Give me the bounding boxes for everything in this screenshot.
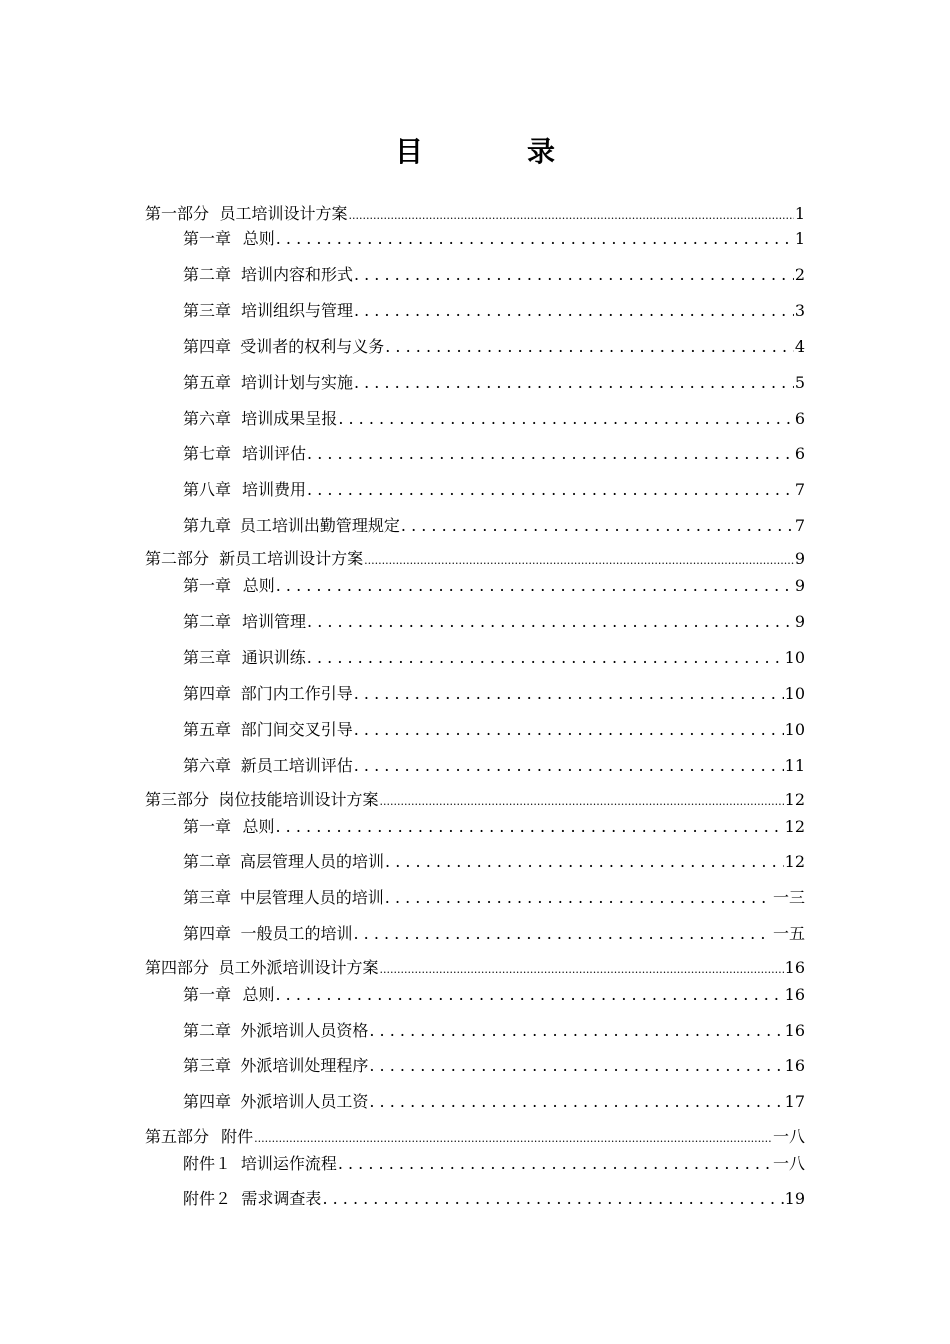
toc-entry-title: 受训者的权利与义务 <box>240 337 385 356</box>
toc-page-number: 16 <box>784 1056 805 1075</box>
toc-page-number: 一五 <box>772 924 805 943</box>
toc-page-number: 12 <box>784 817 805 836</box>
toc-entry-title: 培训评估 <box>242 444 307 463</box>
toc-entry-number: 第四章 <box>183 1092 232 1111</box>
toc-entry-number: 第一部分 <box>145 204 210 223</box>
toc-entry-title: 通识训练 <box>241 648 306 667</box>
toc-page-number: 16 <box>784 1021 805 1040</box>
toc-entry-title: 总则 <box>242 576 275 595</box>
toc-chapter-entry[interactable] <box>183 1091 805 1113</box>
toc-dot-leader <box>369 1020 783 1042</box>
toc-chapter-entry[interactable] <box>183 851 805 873</box>
toc-chapter-entry[interactable] <box>183 336 805 358</box>
toc-entry-title: 培训成果呈报 <box>241 409 338 428</box>
toc-dot-leader <box>307 611 794 633</box>
toc-entry-number: 第八章 <box>183 480 232 499</box>
toc-dot-leader <box>322 1188 783 1210</box>
toc-dot-leader <box>354 300 794 322</box>
toc-entry-title: 高层管理人员的培训 <box>240 852 385 871</box>
toc-entry-number: 第四部分 <box>145 958 210 977</box>
toc-entry-title: 培训费用 <box>242 480 307 499</box>
toc-entry-title: 培训组织与管理 <box>240 301 353 320</box>
toc-dot-leader <box>385 851 784 873</box>
toc-entry-number: 第四章 <box>183 924 232 943</box>
page-title: 目 录 <box>394 135 593 168</box>
toc-chapter-entry[interactable] <box>183 264 805 286</box>
toc-entry-number: 第二章 <box>183 612 232 631</box>
toc-entry-title: 员工培训设计方案 <box>219 204 348 223</box>
toc-entry-title: 总则 <box>242 229 275 248</box>
toc-entry-number: 第五章 <box>183 373 232 392</box>
toc-page-number: 10 <box>784 720 805 739</box>
toc-entry-title: 总则 <box>242 817 275 836</box>
toc-entry-number: 第一章 <box>183 576 232 595</box>
toc-dot-leader <box>348 203 793 227</box>
toc-entry-title: 员工外派培训设计方案 <box>218 958 379 977</box>
toc-dot-leader <box>338 408 794 430</box>
toc-page-number: 16 <box>784 985 805 1004</box>
toc-entry-number: 第三章 <box>183 888 232 907</box>
toc-entry-title: 员工培训出勤管理规定 <box>239 516 400 535</box>
toc-entry-title: 新员工培训设计方案 <box>219 549 364 568</box>
toc-chapter-entry[interactable] <box>183 1188 805 1210</box>
toc-entry-number: 第六章 <box>183 409 232 428</box>
toc-dot-leader <box>276 816 784 838</box>
toc-dot-leader <box>338 1153 772 1175</box>
toc-entry-title: 中层管理人员的培训 <box>239 888 384 907</box>
toc-page-number: 16 <box>784 958 805 977</box>
toc-entry-number: 第一章 <box>183 985 232 1004</box>
toc-entry-title: 需求调查表 <box>241 1189 322 1208</box>
toc-entry-number: 第六章 <box>183 756 232 775</box>
toc-entry-title: 培训运作流程 <box>240 1154 337 1173</box>
toc-entry-title: 一般员工的培训 <box>240 924 353 943</box>
toc-page-number: 10 <box>784 684 805 703</box>
toc-chapter-entry[interactable] <box>183 887 805 909</box>
toc-page-number: 10 <box>784 648 805 667</box>
toc-entry-number: 第二章 <box>183 852 232 871</box>
toc-entry-number: 第三章 <box>183 648 232 667</box>
toc-dot-leader <box>354 372 794 394</box>
toc-dot-leader <box>385 887 772 909</box>
toc-dot-leader <box>369 1055 783 1077</box>
toc-chapter-entry[interactable] <box>183 719 805 741</box>
toc-page-number: 19 <box>784 1189 805 1208</box>
toc-chapter-entry[interactable] <box>183 300 805 322</box>
toc-chapter-entry[interactable] <box>183 1020 805 1042</box>
toc-dot-leader <box>401 515 794 537</box>
toc-chapter-entry[interactable] <box>183 228 805 250</box>
toc-entry-number: 第四章 <box>183 684 232 703</box>
toc-page-number: 一八 <box>772 1127 805 1146</box>
toc-chapter-entry[interactable] <box>183 372 805 394</box>
toc-page-number: 11 <box>784 756 805 775</box>
toc-entry-title: 培训内容和形式 <box>240 265 353 284</box>
toc-page-number: 17 <box>784 1092 805 1111</box>
toc-dot-leader <box>380 789 784 813</box>
toc-part-entry[interactable] <box>145 789 805 813</box>
toc-dot-leader <box>307 479 794 501</box>
toc-dot-leader <box>307 443 794 465</box>
toc-entry-number: 附件２ <box>183 1189 232 1208</box>
toc-page-number: 6 <box>794 444 805 463</box>
toc-entry-title: 岗位技能培训设计方案 <box>218 790 379 809</box>
toc-chapter-entry[interactable] <box>183 1153 805 1175</box>
toc-page-number: 6 <box>794 409 805 428</box>
toc-page-number: 一三 <box>772 888 805 907</box>
toc-dot-leader <box>254 1126 772 1150</box>
toc-part-entry[interactable] <box>145 548 805 572</box>
toc-page-number: 12 <box>784 852 805 871</box>
toc-entry-number: 第三章 <box>183 1056 232 1075</box>
toc-page-number: 12 <box>784 790 805 809</box>
toc-dot-leader <box>380 957 784 981</box>
toc-part-entry[interactable] <box>145 957 805 981</box>
toc-dot-leader <box>307 647 784 669</box>
toc-entry-number: 第七章 <box>183 444 232 463</box>
toc-page-number: 1 <box>794 204 805 223</box>
toc-page-number: 一八 <box>772 1154 805 1173</box>
toc-entry-number: 第一章 <box>183 229 232 248</box>
toc-entry-title: 外派培训人员资格 <box>240 1021 369 1040</box>
toc-page-number: 4 <box>794 337 805 356</box>
toc-page-number: 3 <box>794 301 805 320</box>
toc-chapter-entry[interactable] <box>183 443 805 465</box>
toc-entry-number: 第五章 <box>183 720 232 739</box>
toc-dot-leader <box>354 755 784 777</box>
toc-chapter-entry[interactable] <box>183 611 805 633</box>
toc-dot-leader <box>353 923 772 945</box>
toc-entry-number: 第二章 <box>183 265 232 284</box>
toc-dot-leader <box>354 719 784 741</box>
toc-entry-number: 第一章 <box>183 817 232 836</box>
toc-entry-title: 部门内工作引导 <box>240 684 353 703</box>
toc-page-number: 2 <box>794 265 805 284</box>
toc-part-entry[interactable] <box>145 1126 805 1150</box>
toc-entry-number: 第三章 <box>183 301 232 320</box>
toc-entry-number: 第五部分 <box>145 1127 210 1146</box>
toc-page-number: 9 <box>794 576 805 595</box>
toc-chapter-entry[interactable] <box>183 408 805 430</box>
toc-page-number: 1 <box>794 229 805 248</box>
toc-dot-leader <box>276 575 794 597</box>
toc-entry-title: 培训计划与实施 <box>240 373 353 392</box>
toc-dot-leader <box>276 228 794 250</box>
toc-dot-leader <box>354 264 794 286</box>
toc-chapter-entry[interactable] <box>183 515 805 537</box>
toc-dot-leader <box>354 683 784 705</box>
toc-chapter-entry[interactable] <box>183 683 805 705</box>
toc-dot-leader <box>364 548 794 572</box>
toc-entry-number: 第二部分 <box>145 549 210 568</box>
toc-chapter-entry[interactable] <box>183 755 805 777</box>
toc-entry-title: 总则 <box>242 985 275 1004</box>
toc-entry-title: 部门间交叉引导 <box>240 720 353 739</box>
toc-chapter-entry[interactable] <box>183 816 805 838</box>
toc-entry-title: 附件 <box>221 1127 254 1146</box>
toc-entry-number: 第九章 <box>183 516 232 535</box>
toc-page-number: 9 <box>794 549 805 568</box>
toc-entry-title: 培训管理 <box>242 612 307 631</box>
toc-chapter-entry[interactable] <box>183 647 805 669</box>
toc-dot-leader <box>385 336 794 358</box>
toc-entry-number: 第四章 <box>183 337 232 356</box>
toc-entry-title: 外派培训人员工资 <box>240 1092 369 1111</box>
toc-chapter-entry[interactable] <box>183 479 805 501</box>
toc-page-number: 5 <box>794 373 805 392</box>
toc-entry-title: 外派培训处理程序 <box>240 1056 369 1075</box>
toc-page-number: 9 <box>794 612 805 631</box>
toc-page-number: 7 <box>794 516 805 535</box>
toc-page-number: 7 <box>794 480 805 499</box>
toc-entry-number: 第二章 <box>183 1021 232 1040</box>
toc-chapter-entry[interactable] <box>183 575 805 597</box>
toc-entry-number: 附件１ <box>183 1154 232 1173</box>
toc-chapter-entry[interactable] <box>183 1055 805 1077</box>
toc-dot-leader <box>369 1091 783 1113</box>
toc-part-entry[interactable] <box>145 203 805 227</box>
toc-chapter-entry[interactable] <box>183 984 805 1006</box>
toc-chapter-entry[interactable] <box>183 923 805 945</box>
toc-entry-number: 第三部分 <box>145 790 210 809</box>
toc-entry-title: 新员工培训评估 <box>240 756 353 775</box>
toc-dot-leader <box>276 984 784 1006</box>
